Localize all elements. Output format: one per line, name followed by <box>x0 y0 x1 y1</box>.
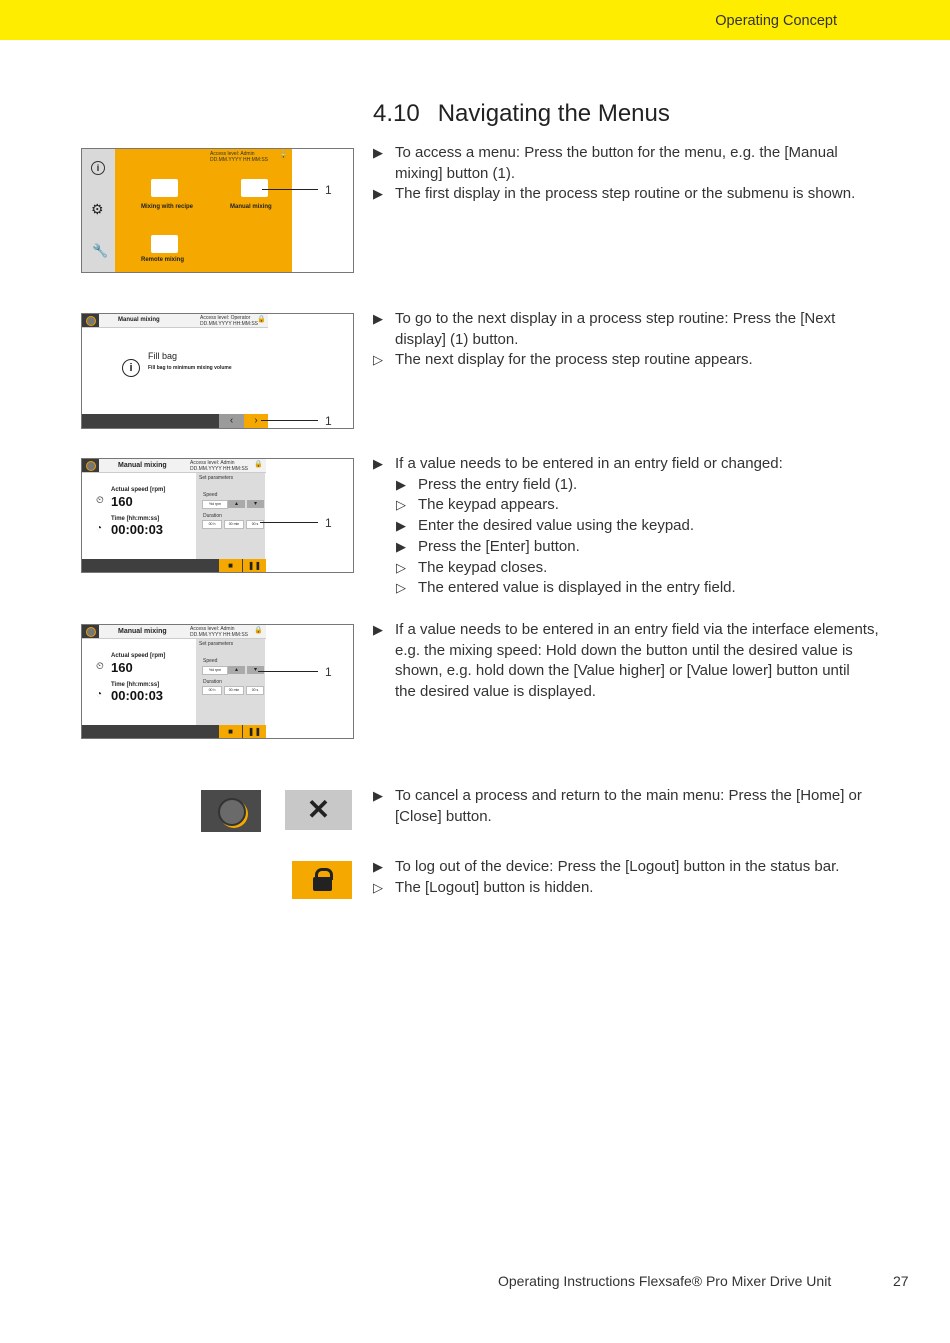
instruction-line <box>373 475 913 496</box>
result-marker-icon: ▷ <box>396 497 406 513</box>
home-icon <box>218 798 246 826</box>
info-icon[interactable]: i <box>91 161 105 175</box>
value-higher-button[interactable]: ▾ <box>247 666 264 674</box>
callout-number: 1 <box>325 665 332 679</box>
result-marker-icon: ▷ <box>396 559 406 575</box>
time-label: Time [hh:mm:ss] <box>111 516 160 522</box>
action-marker-icon: ▶ <box>396 518 406 534</box>
instruction-text: the desired value is displayed. <box>395 683 596 701</box>
action-marker-icon: ▶ <box>373 186 383 202</box>
instruction-line <box>373 620 913 641</box>
time-value: 00:00:03 <box>111 522 164 537</box>
text-block-interface-elements <box>373 620 913 703</box>
speed-entry-field[interactable]: %d rpm <box>202 500 228 509</box>
manual-mixing-icon <box>241 179 268 197</box>
instruction-text: Press the entry field (1). <box>418 475 578 493</box>
bottom-bar <box>82 414 219 428</box>
text-block-menu-access <box>373 143 913 205</box>
speed-label: Speed <box>203 492 218 498</box>
instruction-text: e.g. the mixing speed: Hold down the button until the desired value is <box>395 641 853 659</box>
instruction-text: [Close] button. <box>395 807 492 825</box>
status-access: Access level: Operator DD.MM.YYYY HH:MM:SS <box>200 315 258 327</box>
stop-button[interactable]: ■ <box>219 725 242 738</box>
status-access: Access level: Admin DD.MM.YYYY HH:MM:SS <box>190 626 248 638</box>
parameter-panel <box>196 473 265 559</box>
time-value: 00:00:03 <box>111 688 164 703</box>
text-block-entry-field <box>373 454 913 599</box>
screen-title: Manual mixing <box>118 462 167 469</box>
result-marker-icon: ▷ <box>373 879 383 895</box>
speedometer-icon: ⏲ <box>96 661 104 672</box>
text-block-next-display <box>373 309 913 371</box>
action-marker-icon: ▶ <box>373 145 383 160</box>
text-block-cancel <box>373 786 913 827</box>
instruction-text: mixing] button (1). <box>395 164 516 182</box>
instruction-line <box>373 454 913 475</box>
instruction-line <box>373 558 913 579</box>
section-heading <box>373 100 670 128</box>
action-marker-icon: ▶ <box>373 788 383 803</box>
duration-seconds-field[interactable]: 00 s <box>246 520 264 529</box>
wrench-icon[interactable]: 🔧 <box>92 243 109 258</box>
message-title: Fill bag <box>148 351 178 361</box>
stop-button[interactable]: ■ <box>219 559 242 572</box>
time-label: Time [hh:mm:ss] <box>111 682 160 688</box>
actual-speed-value: 160 <box>111 494 133 509</box>
instruction-text: To log out of the device: Press the [Logout] button in the status bar. <box>395 858 840 875</box>
section-title: Navigating the Menus <box>437 100 670 127</box>
home-button[interactable] <box>82 459 99 472</box>
home-button[interactable] <box>82 625 99 638</box>
clock-icon: ◔ <box>96 689 103 700</box>
instruction-line <box>373 578 913 599</box>
callout-line <box>261 420 318 421</box>
info-icon: i <box>122 359 140 377</box>
menu-tile-recipe[interactable]: Mixing with recipe <box>141 204 194 210</box>
set-parameters-label: Set parameters <box>199 641 234 647</box>
pause-button[interactable]: ❚❚ <box>243 559 266 572</box>
instruction-text: The next display for the process step routine appears. <box>395 351 753 369</box>
action-marker-icon: ▶ <box>373 311 383 326</box>
logout-button-large[interactable] <box>292 861 352 899</box>
footer-title: Operating Instructions Flexsafe® Pro Mixer Drive Unit <box>498 1273 832 1289</box>
recipe-icon <box>151 179 178 197</box>
screen-title: Manual mixing <box>118 628 167 635</box>
instruction-line <box>373 350 913 371</box>
instruction-line <box>373 516 913 537</box>
result-marker-icon: ▷ <box>373 352 383 368</box>
clock-icon: ◔ <box>96 523 103 534</box>
instruction-text: display] (1) button. <box>395 330 519 348</box>
callout-line <box>258 671 318 672</box>
lock-icon[interactable]: 🔒 <box>279 152 288 159</box>
pause-button[interactable]: ❚❚ <box>243 725 266 738</box>
speed-entry-field[interactable]: %d rpm <box>202 666 228 675</box>
speedometer-icon: ⏲ <box>96 495 104 506</box>
instruction-text: To cancel a process and return to the main menu: Press the [Home] or <box>395 787 862 804</box>
callout-line <box>262 189 318 190</box>
remote-mixing-icon <box>151 235 178 253</box>
figure-entry-field <box>81 458 354 573</box>
speed-label: Speed <box>203 658 218 664</box>
status-bar <box>82 625 266 639</box>
lock-icon[interactable]: 🔒 <box>257 316 266 323</box>
value-lower-button[interactable]: ▴ <box>228 666 245 674</box>
instruction-line <box>373 807 913 828</box>
value-lower-button[interactable]: ▴ <box>228 500 245 508</box>
instruction-line <box>373 184 913 205</box>
callout-number: 1 <box>325 183 332 197</box>
value-higher-button[interactable]: ▾ <box>247 500 264 508</box>
instruction-text: If a value needs to be entered in an entry field via the interface elements, <box>395 621 879 638</box>
status-bar <box>82 314 268 328</box>
callout-number: 1 <box>325 414 332 428</box>
instruction-text: The [Logout] button is hidden. <box>395 878 594 896</box>
back-button[interactable]: ‹ <box>219 414 244 428</box>
actual-speed-label: Actual speed [rpm] <box>111 487 166 493</box>
lock-icon[interactable]: 🔒 <box>254 627 263 634</box>
message-text: Fill bag to minimum mixing volume <box>148 365 232 371</box>
instruction-text: If a value needs to be entered in an entry field or changed: <box>395 455 783 472</box>
status-bar <box>82 459 266 473</box>
gear-icon[interactable]: ⚙ <box>91 201 104 217</box>
instruction-line <box>373 641 913 662</box>
text-block-logout <box>373 857 913 898</box>
actual-speed-value: 160 <box>111 660 133 675</box>
instruction-line <box>373 878 913 899</box>
instruction-line <box>373 682 913 703</box>
figure-main-menu <box>81 148 354 273</box>
instruction-line <box>373 857 913 878</box>
duration-hours-field[interactable]: 00 h <box>202 520 222 529</box>
header-bar <box>0 0 950 40</box>
callout-line <box>260 522 318 523</box>
instruction-line <box>373 537 913 558</box>
duration-label: Duration <box>203 513 222 519</box>
figure-next-display <box>81 313 354 429</box>
page-number: 27 <box>893 1273 909 1289</box>
instruction-text: The first display in the process step routine or the submenu is shown. <box>395 185 856 203</box>
screen-title: Manual mixing <box>118 317 160 323</box>
instruction-text: shown, e.g. hold down the [Value higher] or [Value lower] button until <box>395 662 850 680</box>
instruction-text: Enter the desired value using the keypad. <box>418 517 695 535</box>
duration-label: Duration <box>203 679 222 685</box>
instruction-line <box>373 786 913 807</box>
lock-icon[interactable]: 🔒 <box>254 461 263 468</box>
duration-minutes-field[interactable]: 00 min <box>224 520 244 529</box>
lock-icon <box>313 877 332 891</box>
callout-number: 1 <box>325 516 332 530</box>
action-marker-icon: ▶ <box>373 859 383 874</box>
menu-area <box>115 149 292 272</box>
chapter-title: Operating Concept <box>715 13 837 29</box>
home-button[interactable] <box>82 314 99 327</box>
action-marker-icon: ▶ <box>396 538 406 554</box>
instruction-text: To access a menu: Press the button for the menu, e.g. the [Manual <box>395 144 838 161</box>
duration-minutes-field[interactable]: 00 min <box>224 686 244 695</box>
action-marker-icon: ▶ <box>373 456 383 471</box>
set-parameters-label: Set parameters <box>199 475 234 481</box>
home-button-large[interactable] <box>201 790 261 832</box>
close-button-large[interactable] <box>285 790 352 830</box>
next-button[interactable]: › <box>244 414 268 428</box>
instruction-text: The entered value is displayed in the entry field. <box>418 579 736 597</box>
menu-tile-remote[interactable]: Remote mixing <box>141 257 185 263</box>
menu-sidebar <box>82 149 115 272</box>
close-icon: ✕ <box>306 794 331 825</box>
instruction-line <box>373 495 913 516</box>
action-marker-icon: ▶ <box>396 476 406 492</box>
instruction-line <box>373 164 913 185</box>
result-marker-icon: ▷ <box>396 580 406 596</box>
instruction-text: The keypad closes. <box>418 558 548 576</box>
figure-interface-elements <box>81 624 354 739</box>
instruction-line <box>373 661 913 682</box>
status-access: Access level: Admin DD.MM.YYYY HH:MM:SS <box>210 151 268 163</box>
duration-hours-field[interactable]: 00 h <box>202 686 222 695</box>
instruction-text: Press the [Enter] button. <box>418 537 580 555</box>
instruction-line <box>373 309 913 330</box>
status-access: Access level: Admin DD.MM.YYYY HH:MM:SS <box>190 460 248 472</box>
instruction-text: To go to the next display in a process step routine: Press the [Next <box>395 310 836 327</box>
parameter-panel <box>196 639 265 725</box>
actual-speed-label: Actual speed [rpm] <box>111 653 166 659</box>
duration-seconds-field[interactable]: 00 s <box>246 686 264 695</box>
instruction-line <box>373 330 913 351</box>
instruction-text: The keypad appears. <box>418 496 559 514</box>
action-marker-icon: ▶ <box>373 622 383 637</box>
menu-tile-manual[interactable]: Manual mixing <box>230 204 272 210</box>
section-number: 4.10 <box>373 100 420 127</box>
instruction-line <box>373 143 913 164</box>
